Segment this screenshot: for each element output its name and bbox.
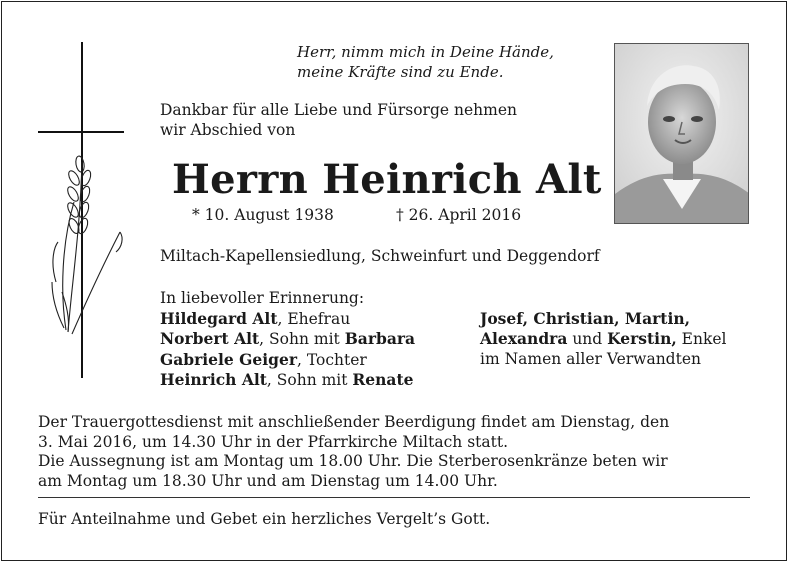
- service-line-2: 3. Mai 2016, um 14.30 Uhr in der Pfarrkirche Miltach statt.: [38, 432, 509, 451]
- list-item: Norbert Alt, Sohn mit Barbara: [160, 329, 416, 348]
- service-info: [38, 413, 669, 491]
- closing-line: Für Anteilnahme und Gebet ein herzliches Vergelt’s Gott.: [38, 510, 491, 528]
- intro-line-1: Dankbar für alle Liebe und Fürsorge nehmen: [160, 101, 517, 119]
- list-item: Gabriele Geiger, Tochter: [160, 349, 367, 369]
- mourners-left: [160, 289, 415, 391]
- mourners-heading: In liebevoller Erinnerung:: [160, 289, 365, 307]
- list-item: Heinrich Alt, Sohn mit Renate: [160, 370, 414, 389]
- residence-places: Miltach-Kapellensiedlung, Schweinfurt und Deggendorf: [160, 247, 600, 265]
- death-date: † 26. April 2016: [396, 206, 522, 224]
- deceased-name: Herrn Heinrich Alt: [172, 156, 602, 203]
- service-line-1: Der Trauergottesdienst mit anschließender Beerdigung findet am Dienstag, den: [38, 413, 670, 431]
- list-item: Alexandra und Kerstin, Enkel: [480, 329, 727, 348]
- birth-date: * 10. August 1938: [192, 206, 334, 224]
- service-line-4: am Montag um 18.30 Uhr und am Dienstag um 14.00 Uhr.: [38, 471, 498, 490]
- mourners-right: [480, 309, 727, 370]
- verse-line-2: meine Kräfte sind zu Ende.: [297, 63, 504, 81]
- divider: [38, 497, 750, 498]
- list-item: im Namen aller Verwandten: [480, 349, 701, 368]
- list-item: Josef, Christian, Martin,: [480, 308, 690, 328]
- verse-line-1: Herr, nimm mich in Deine Hände,: [297, 43, 554, 61]
- list-item: Hildegard Alt, Ehefrau: [160, 308, 351, 328]
- service-line-3: Die Aussegnung ist am Montag um 18.00 Uhr. Die Sterberosenkränze beten wir: [38, 452, 668, 470]
- portrait-photo: [614, 43, 749, 224]
- intro-line-2: wir Abschied von: [160, 121, 296, 139]
- cross-with-wheat-icon: [36, 42, 128, 382]
